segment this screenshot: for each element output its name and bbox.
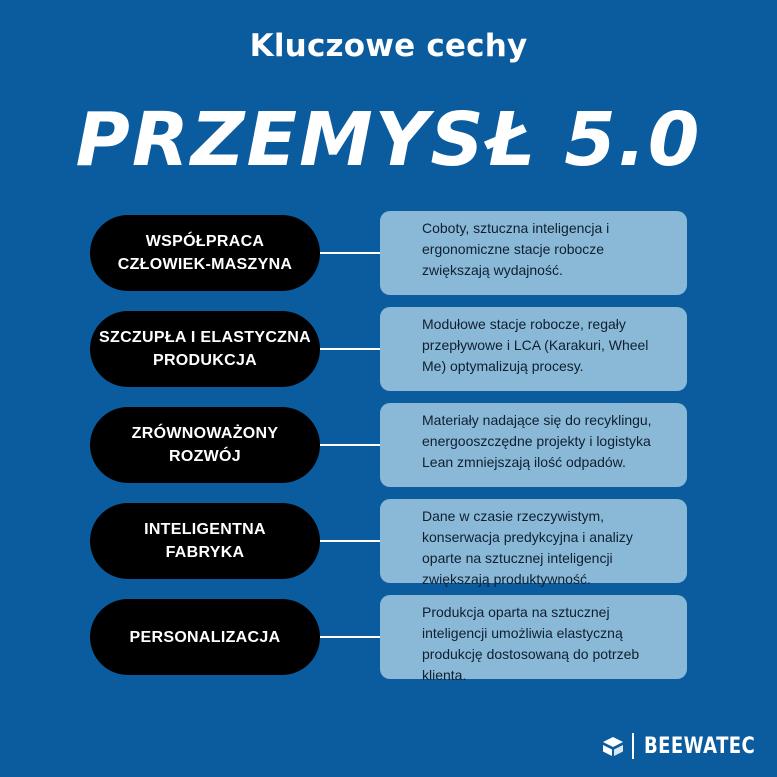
brand-name: BEEWATEC xyxy=(644,733,756,759)
feature-pill xyxy=(90,311,320,387)
feature-pill xyxy=(90,503,320,579)
page-subtitle: Kluczowe cechy xyxy=(249,28,528,64)
feature-row-personalization xyxy=(0,595,777,683)
page-title: PRZEMYSŁ 5.0 xyxy=(75,97,702,183)
feature-row-collaboration xyxy=(0,211,777,295)
feature-description: Dane w czasie rzeczywistym, konserwacja predykcyjna i analizy oparte na sztucznej inteligencji zwiększają produktywność. xyxy=(422,508,633,587)
feature-label: WSPÓŁPRACA CZŁOWIEK-MASZYNA xyxy=(117,233,293,273)
connector-line xyxy=(318,252,382,254)
feature-description: Modułowe stacje robocze, regały przepływowe i LCA (Karakuri, Wheel Me) optymalizują procesy. xyxy=(422,316,649,374)
feature-row-smart-factory xyxy=(0,499,777,587)
feature-label: INTELIGENTNA FABRYKA xyxy=(144,521,266,561)
feature-label: ZRÓWNOWAŻONY ROZWÓJ xyxy=(131,425,279,465)
feature-description: Materiały nadające się do recyklingu, energooszczędne projekty i logistyka Lean zmniejszają ilość odpadów. xyxy=(422,412,652,470)
feature-description: Produkcja oparta na sztucznej inteligencji umożliwia elastyczną produkcję dostosowaną do potrzeb klienta. xyxy=(422,604,640,683)
connector-line xyxy=(318,348,382,350)
feature-description-box xyxy=(380,307,687,391)
connector-line xyxy=(318,540,382,542)
brand-logo xyxy=(600,728,777,764)
feature-description: Coboty, sztuczna inteligencja i ergonomiczne stacje robocze zwiększają wydajność. xyxy=(422,220,610,278)
feature-pill xyxy=(90,215,320,291)
feature-description-box xyxy=(380,499,687,587)
feature-description-box xyxy=(380,211,687,295)
feature-label: PERSONALIZACJA xyxy=(129,628,281,646)
feature-description-box xyxy=(380,403,687,487)
feature-pill xyxy=(90,407,320,483)
connector-line xyxy=(318,444,382,446)
connector-line xyxy=(318,636,382,638)
feature-row-sustainability xyxy=(0,403,777,487)
feature-pill xyxy=(90,599,320,675)
feature-label: SZCZUPŁA I ELASTYCZNA PRODUKCJA xyxy=(99,329,311,369)
cube-icon xyxy=(600,733,626,759)
logo-divider xyxy=(632,733,634,759)
feature-row-lean-production xyxy=(0,307,777,391)
feature-description-box xyxy=(380,595,687,683)
